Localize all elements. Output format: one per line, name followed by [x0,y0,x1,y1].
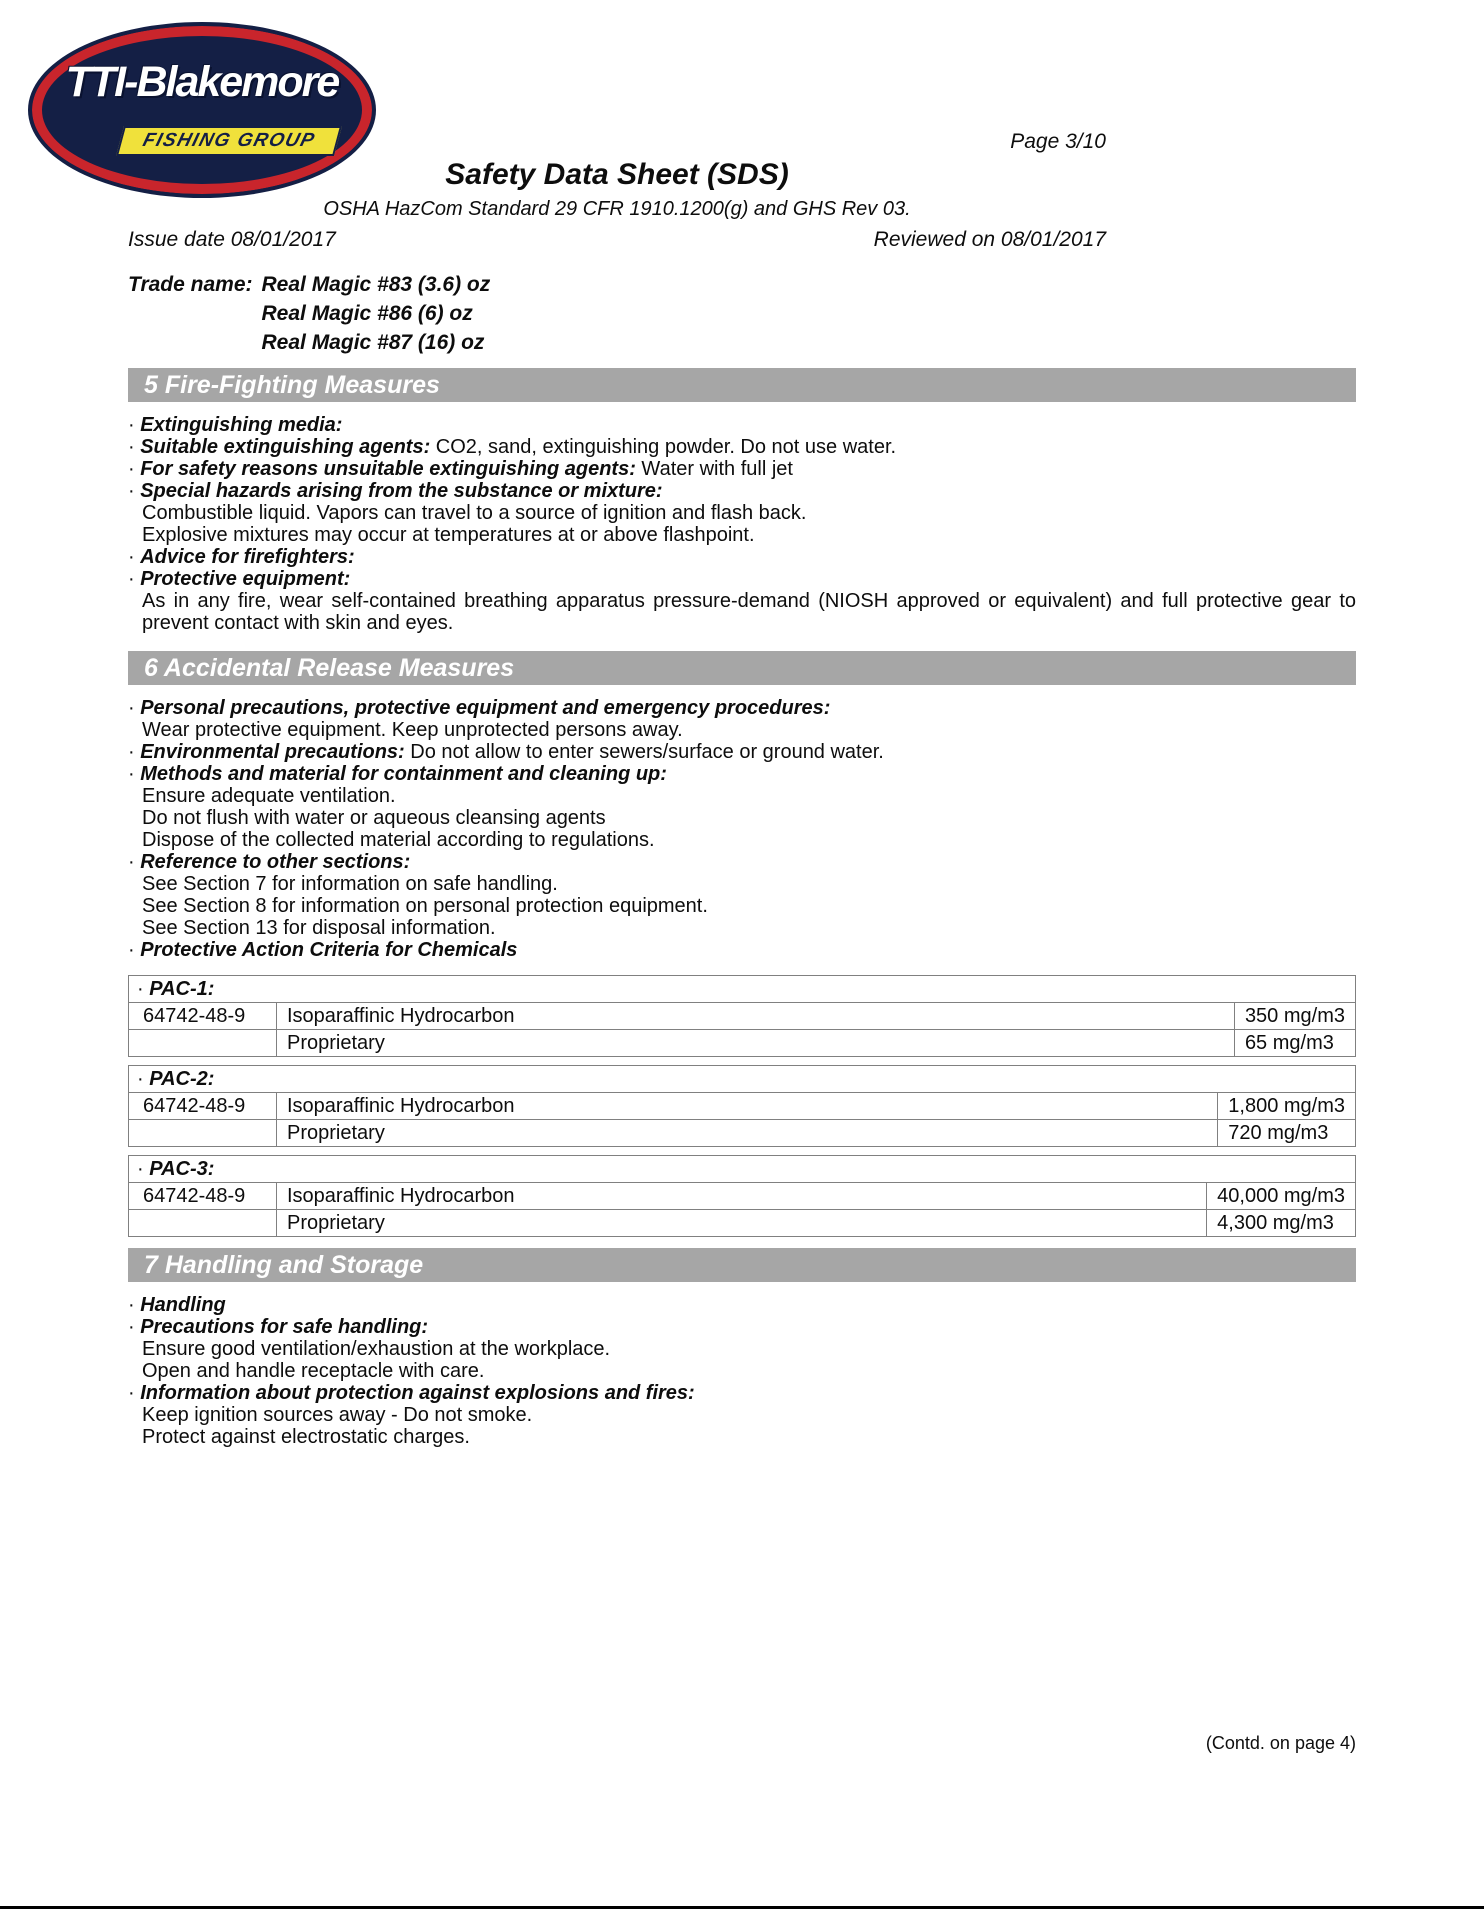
text-line: As in any fire, wear self-contained breathing apparatus pressure-demand (NIOSH approved or equivalent) and full protective gear to prevent contact with skin and eyes. [142,590,1356,634]
text-line: See Section 7 for information on safe handling. [142,873,558,895]
reviewed-date: Reviewed on 08/01/2017 [873,228,1106,251]
trade-name-block [128,270,1484,357]
document-title: Safety Data Sheet (SDS) [445,158,789,191]
bullet-line [128,763,1356,785]
bullet-label: For safety reasons unsuitable extinguishing agents: [140,458,636,480]
bullet-dot: · [128,1382,141,1404]
cas-number [129,1120,277,1147]
pac-table-pac2 [128,1065,1356,1147]
pac-table-row [129,1183,1356,1210]
pac-value: 4,300 mg/m3 [1207,1210,1356,1237]
section-body-5 [128,402,1356,640]
bullet-line [128,697,1356,719]
cas-number [129,1030,277,1057]
bullet-dot: · [137,1157,150,1180]
section-header-7: 7 Handling and Storage [128,1248,1356,1282]
cas-number: 64742-48-9 [129,1003,277,1030]
bullet-label: Suitable extinguishing agents: [140,436,431,458]
text-line: See Section 13 for disposal information. [142,917,496,939]
bullet-label: Environmental precautions: [140,741,405,763]
pac-table-header-row [129,976,1356,1003]
substance-name: Isoparaffinic Hydrocarbon [277,1003,1235,1030]
page-header [0,0,1484,252]
cas-number [129,1210,277,1237]
pac-table-label [129,1156,1356,1183]
pac-table-row [129,1030,1356,1057]
cas-number: 64742-48-9 [129,1093,277,1120]
bullet-dot: · [128,546,141,568]
bullet-label: Handling [140,1294,226,1316]
bullet-label: Extinguishing media: [140,414,343,436]
sections-container [0,368,1484,1454]
bullet-line [128,480,1356,502]
section-7 [128,1248,1356,1454]
bullet-label: Information about protection against explosions and fires: [140,1382,695,1404]
bullet-label: Special hazards arising from the substance or mixture: [140,480,663,502]
bullet-dot: · [137,1067,150,1090]
bullet-dot: · [128,1316,141,1338]
page-bottom-rule [0,1906,1484,1909]
pac-table-row [129,1120,1356,1147]
bullet-label: Protective Action Criteria for Chemicals [140,939,518,961]
substance-name: Proprietary [277,1030,1235,1057]
bullet-dot: · [128,939,141,961]
text-line: Wear protective equipment. Keep unprotected persons away. [142,719,683,741]
bullet-line: · Suitable extinguishing agents: CO2, sand, extinguishing powder. Do not use water. [128,436,897,458]
bullet-dot: · [128,568,141,590]
bullet-dot: · [128,763,141,785]
pac-table-row [129,1210,1356,1237]
substance-name: Isoparaffinic Hydrocarbon [277,1093,1218,1120]
bullet-dot: · [128,458,141,480]
pac-table-header-row [129,1156,1356,1183]
trade-product: Real Magic #83 (3.6) oz [261,273,491,296]
substance-name: Isoparaffinic Hydrocarbon [277,1183,1207,1210]
bullet-dot: · [137,977,150,1000]
pac-label-text: PAC-3: [149,1157,215,1180]
bullet-line [128,939,1356,961]
bullet-line [128,414,1356,436]
pac-value: 65 mg/m3 [1234,1030,1355,1057]
bullet-line: · For safety reasons unsuitable extinguishing agents: Water with full jet [128,458,793,480]
pac-value: 40,000 mg/m3 [1207,1183,1356,1210]
pac-table-pac3 [128,1155,1356,1237]
pac-table-pac1 [128,975,1356,1057]
pac-table-row [129,1093,1356,1120]
text-line: Ensure adequate ventilation. [142,785,396,807]
bullet-dot: · [128,851,141,873]
bullet-dot: · [128,436,141,458]
pac-value: 350 mg/m3 [1234,1003,1355,1030]
bullet-dot: · [128,414,141,436]
cas-number: 64742-48-9 [129,1183,277,1210]
pac-value: 1,800 mg/m3 [1218,1093,1356,1120]
bullet-line [128,1316,1356,1338]
trade-products [262,270,491,357]
substance-name: Proprietary [277,1120,1218,1147]
bullet-dot: · [128,697,141,719]
trade-product: Real Magic #87 (16) oz [261,331,485,354]
pac-table-label [129,976,1356,1003]
substance-name: Proprietary [277,1210,1207,1237]
text-line: Protect against electrostatic charges. [142,1426,470,1448]
section-body-7 [128,1282,1356,1454]
bullet-label: Methods and material for containment and cleaning up: [140,763,667,785]
text-line: Keep ignition sources away - Do not smoke. [142,1404,533,1426]
bullet-dot: · [128,741,141,763]
text-line: Open and handle receptacle with care. [142,1360,485,1382]
bullet-line [128,1294,1356,1316]
issue-date: Issue date 08/01/2017 [128,228,336,251]
bullet-line [128,546,1356,568]
pac-label-text: PAC-1: [149,977,215,1000]
pac-table-label [129,1066,1356,1093]
bullet-line [128,568,1356,590]
logo-tagline-banner: FISHING GROUP [116,126,342,156]
section-6 [128,651,1356,1237]
section-body-6 [128,685,1356,967]
bullet-line: · Environmental precautions: Do not allow to enter sewers/surface or ground water. [128,741,884,763]
contd-note: (Contd. on page 4) [1205,1733,1356,1753]
text-line: Explosive mixtures may occur at temperatures at or above flashpoint. [142,524,755,546]
text-line: See Section 8 for information on personal protection equipment. [142,895,708,917]
bullet-label: Protective equipment: [140,568,351,590]
bullet-label: Advice for firefighters: [140,546,355,568]
bullet-dot: · [128,480,141,502]
document-subtitle: OSHA HazCom Standard 29 CFR 1910.1200(g) and GHS Rev 03. [323,198,911,220]
trade-name-label: Trade name: [128,273,253,296]
logo-brand-text: TTI-Blakemore [65,58,339,106]
text-line: Ensure good ventilation/exhaustion at the workplace. [142,1338,611,1360]
pac-table-header-row [129,1066,1356,1093]
text-line: Combustible liquid. Vapors can travel to a source of ignition and flash back. [142,502,807,524]
bullet-line [128,851,1356,873]
pac-value: 720 mg/m3 [1218,1120,1356,1147]
bullet-dot: · [128,1294,141,1316]
text-line: Dispose of the collected material according to regulations. [142,829,655,851]
section-header-5: 5 Fire-Fighting Measures [128,368,1356,402]
trade-product: Real Magic #86 (6) oz [261,302,473,325]
bullet-line [128,1382,1356,1404]
text-line: Do not flush with water or aqueous cleansing agents [142,807,606,829]
bullet-label: Reference to other sections: [140,851,411,873]
bullet-label: Precautions for safe handling: [140,1316,429,1338]
pac-label-text: PAC-2: [149,1067,215,1090]
pac-table-row [129,1003,1356,1030]
dates-row [128,228,1106,252]
bullet-label: Personal precautions, protective equipment and emergency procedures: [140,697,831,719]
section-header-6: 6 Accidental Release Measures [128,651,1356,685]
page-number: Page 3/10 [1010,130,1106,153]
section-5 [128,368,1356,640]
